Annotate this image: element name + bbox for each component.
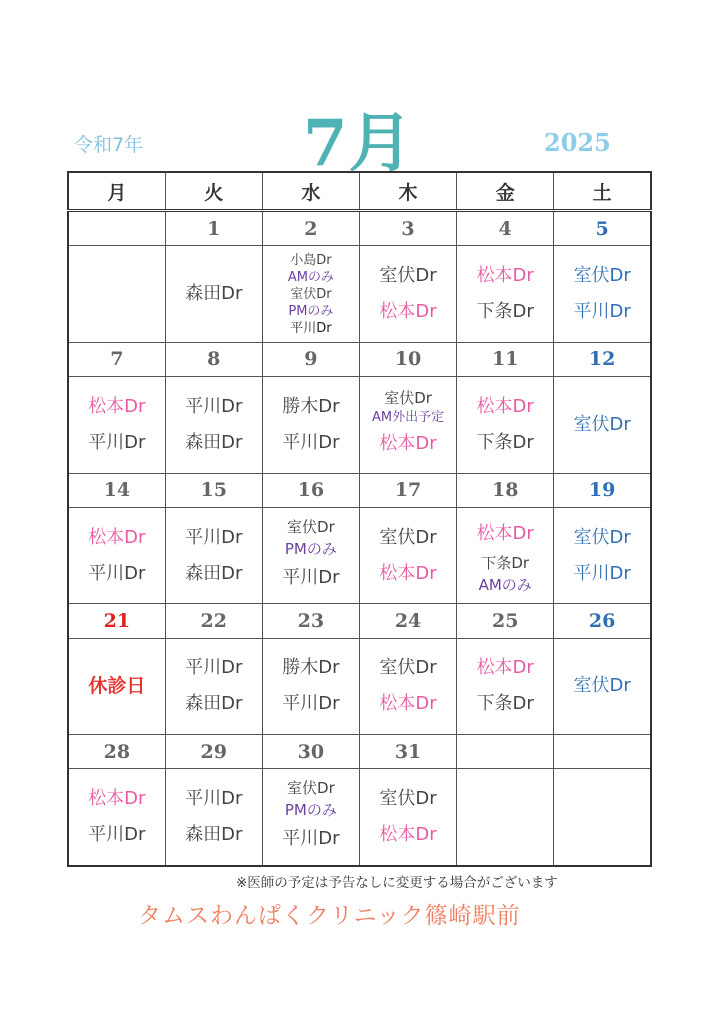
doctor-entry: 松本Dr bbox=[476, 522, 534, 544]
schedule-row bbox=[68, 246, 651, 343]
schedule-cell bbox=[457, 377, 554, 474]
doctor-entry: 室伏Dr bbox=[379, 788, 437, 810]
date-number: 9 bbox=[262, 342, 359, 376]
doctor-entry: 平川Dr bbox=[88, 824, 146, 846]
date-row bbox=[68, 604, 651, 638]
doctor-entry: 森田Dr bbox=[185, 562, 243, 584]
doctor-entry: 下条Dr bbox=[476, 693, 534, 715]
schedule-cell bbox=[554, 246, 651, 343]
schedule-cell bbox=[359, 769, 456, 866]
doctor-entry: 室伏Dr bbox=[573, 265, 631, 287]
schedule-cell bbox=[165, 638, 262, 735]
date-number: 18 bbox=[457, 473, 554, 507]
doctor-entry: 小島Dr bbox=[290, 252, 332, 268]
doctor-entry: 平川Dr bbox=[185, 395, 243, 417]
schedule-cell bbox=[262, 507, 359, 604]
doctor-entry: PMのみ bbox=[284, 539, 337, 558]
year-label: 2025 bbox=[544, 128, 611, 157]
date-number: 5 bbox=[554, 211, 651, 246]
doctor-entry: 室伏Dr bbox=[287, 779, 335, 798]
doctor-entry: 森田Dr bbox=[185, 431, 243, 453]
schedule-cell bbox=[262, 638, 359, 735]
schedule-cell bbox=[359, 638, 456, 735]
date-number: 28 bbox=[68, 735, 165, 769]
schedule-cell bbox=[68, 638, 165, 735]
doctor-entry: 室伏Dr bbox=[379, 526, 437, 548]
schedule-cell bbox=[457, 638, 554, 735]
date-number: 8 bbox=[165, 342, 262, 376]
schedule-cell bbox=[359, 507, 456, 604]
doctor-entry: 室伏Dr bbox=[379, 265, 437, 287]
date-number bbox=[457, 735, 554, 769]
weekday-mon: 月 bbox=[68, 172, 165, 211]
doctor-entry: 松本Dr bbox=[379, 433, 437, 455]
date-number: 25 bbox=[457, 604, 554, 638]
doctor-entry: PMのみ bbox=[284, 801, 337, 820]
date-number: 31 bbox=[359, 735, 456, 769]
doctor-entry: 森田Dr bbox=[185, 693, 243, 715]
doctor-entry: 松本Dr bbox=[88, 788, 146, 810]
schedule-cell bbox=[165, 507, 262, 604]
date-number: 3 bbox=[359, 211, 456, 246]
doctor-entry: AMのみ bbox=[478, 575, 532, 594]
date-number: 4 bbox=[457, 211, 554, 246]
weekday-wed: 水 bbox=[262, 172, 359, 211]
schedule-row bbox=[68, 769, 651, 866]
doctor-entry: 平川Dr bbox=[88, 431, 146, 453]
doctor-entry: 森田Dr bbox=[185, 824, 243, 846]
doctor-entry: 平川Dr bbox=[185, 788, 243, 810]
doctor-entry: 平川Dr bbox=[573, 562, 631, 584]
schedule-cell bbox=[68, 769, 165, 866]
schedule-row bbox=[68, 377, 651, 474]
schedule-cell bbox=[457, 507, 554, 604]
date-number: 29 bbox=[165, 735, 262, 769]
holiday-label: 休診日 bbox=[88, 675, 146, 698]
schedule-cell bbox=[554, 507, 651, 604]
date-number: 17 bbox=[359, 473, 456, 507]
doctor-entry: 松本Dr bbox=[88, 395, 146, 417]
schedule-cell bbox=[262, 377, 359, 474]
doctor-entry: 室伏Dr bbox=[290, 286, 332, 302]
doctor-entry: 室伏Dr bbox=[379, 657, 437, 679]
schedule-cell bbox=[68, 377, 165, 474]
clinic-name: タムスわんぱくクリニック篠崎駅前 bbox=[138, 903, 521, 929]
doctor-entry: 松本Dr bbox=[379, 693, 437, 715]
schedule-cell bbox=[165, 769, 262, 866]
doctor-entry: 下条Dr bbox=[476, 431, 534, 453]
date-number: 19 bbox=[554, 473, 651, 507]
doctor-entry: 室伏Dr bbox=[573, 413, 631, 435]
schedule-row bbox=[68, 507, 651, 604]
doctor-entry: 平川Dr bbox=[290, 320, 332, 336]
schedule-cell bbox=[262, 769, 359, 866]
doctor-entry: 森田Dr bbox=[185, 283, 243, 305]
doctor-entry: 松本Dr bbox=[379, 824, 437, 846]
schedule-cell bbox=[554, 377, 651, 474]
weekday-sat: 土 bbox=[554, 172, 651, 211]
schedule-cell bbox=[554, 769, 651, 866]
date-number: 30 bbox=[262, 735, 359, 769]
date-number: 21 bbox=[68, 604, 165, 638]
date-number: 11 bbox=[457, 342, 554, 376]
schedule-calendar bbox=[67, 171, 652, 867]
schedule-cell bbox=[457, 769, 554, 866]
weekday-header-row bbox=[68, 172, 651, 211]
doctor-entry: 室伏Dr bbox=[573, 526, 631, 548]
doctor-entry: 下条Dr bbox=[481, 553, 530, 572]
schedule-cell bbox=[359, 377, 456, 474]
schedule-change-note: ※医師の予定は予告なしに変更する場合がございます bbox=[236, 875, 558, 891]
doctor-entry: 室伏Dr bbox=[573, 675, 631, 697]
date-number: 26 bbox=[554, 604, 651, 638]
date-number: 15 bbox=[165, 473, 262, 507]
doctor-entry: AMのみ bbox=[287, 269, 334, 285]
doctor-entry: 室伏Dr bbox=[287, 517, 335, 536]
doctor-entry: 松本Dr bbox=[476, 265, 534, 287]
weekday-tue: 火 bbox=[165, 172, 262, 211]
doctor-entry: 平川Dr bbox=[573, 301, 631, 323]
doctor-entry: 平川Dr bbox=[88, 562, 146, 584]
date-number: 7 bbox=[68, 342, 165, 376]
schedule-cell bbox=[165, 377, 262, 474]
date-row bbox=[68, 473, 651, 507]
date-number: 22 bbox=[165, 604, 262, 638]
doctor-entry: 松本Dr bbox=[379, 301, 437, 323]
date-number bbox=[554, 735, 651, 769]
doctor-entry: 平川Dr bbox=[282, 828, 340, 850]
doctor-entry: 平川Dr bbox=[282, 431, 340, 453]
doctor-entry: 松本Dr bbox=[476, 657, 534, 679]
doctor-entry: 平川Dr bbox=[185, 657, 243, 679]
date-number: 1 bbox=[165, 211, 262, 246]
month-title: 7月 bbox=[303, 106, 414, 181]
doctor-entry: 松本Dr bbox=[379, 562, 437, 584]
doctor-entry: 松本Dr bbox=[476, 395, 534, 417]
schedule-cell bbox=[554, 638, 651, 735]
date-number: 14 bbox=[68, 473, 165, 507]
schedule-cell bbox=[262, 246, 359, 343]
schedule-cell bbox=[165, 246, 262, 343]
doctor-entry: 平川Dr bbox=[282, 566, 340, 588]
schedule-cell bbox=[68, 246, 165, 343]
doctor-entry: 勝木Dr bbox=[282, 395, 340, 417]
doctor-entry: 平川Dr bbox=[282, 693, 340, 715]
date-number: 12 bbox=[554, 342, 651, 376]
date-number: 24 bbox=[359, 604, 456, 638]
doctor-entry: PMのみ bbox=[288, 303, 334, 319]
doctor-entry: 松本Dr bbox=[88, 526, 146, 548]
date-row bbox=[68, 735, 651, 769]
doctor-entry: 室伏Dr bbox=[384, 389, 432, 408]
weekday-thu: 木 bbox=[359, 172, 456, 211]
date-number: 16 bbox=[262, 473, 359, 507]
doctor-entry: 下条Dr bbox=[476, 301, 534, 323]
schedule-cell bbox=[457, 246, 554, 343]
date-number: 2 bbox=[262, 211, 359, 246]
doctor-entry: 平川Dr bbox=[185, 526, 243, 548]
schedule-cell bbox=[68, 507, 165, 604]
date-row bbox=[68, 342, 651, 376]
schedule-cell bbox=[359, 246, 456, 343]
schedule-row bbox=[68, 638, 651, 735]
doctor-entry: 勝木Dr bbox=[282, 657, 340, 679]
date-number: 10 bbox=[359, 342, 456, 376]
doctor-entry: AM外出予定 bbox=[371, 410, 445, 426]
date-row bbox=[68, 211, 651, 246]
weekday-fri: 金 bbox=[457, 172, 554, 211]
era-label: 令和7年 bbox=[74, 134, 144, 156]
date-number bbox=[68, 211, 165, 246]
date-number: 23 bbox=[262, 604, 359, 638]
